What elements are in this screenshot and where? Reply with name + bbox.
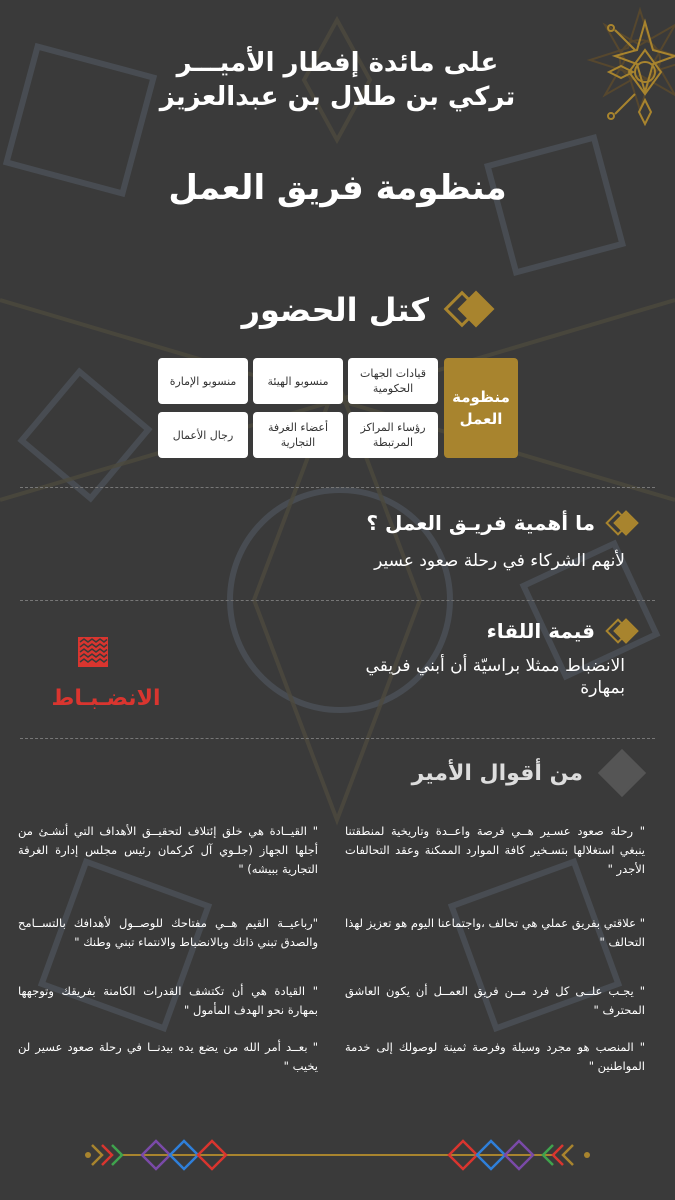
- discipline-logo: [78, 622, 138, 682]
- header-line-1: على مائدة إفطار الأميـــر: [176, 48, 499, 78]
- saying-left-3: " القيادة هي أن تكتشف القدرات الكامنة بفريقك وتوجهها بمهارة نحو الهدف المأمول ": [18, 984, 318, 1017]
- importance-text: لأنهم الشركاء في رحلة صعود عسير: [374, 551, 625, 571]
- diamond-icon: [595, 748, 645, 798]
- divider: [20, 487, 655, 488]
- header-line-2: تركي بن طلال بن عبدالعزيز: [159, 82, 516, 112]
- page-title: منظومة فريق العمل: [168, 168, 507, 208]
- meeting-value-heading-row: [487, 616, 637, 646]
- divider: [20, 738, 655, 739]
- importance-heading: ما أهمية فريـق العمل ؟: [366, 511, 595, 535]
- attendance-box: قيادات الجهات الحكومية: [348, 358, 438, 404]
- attendance-box: منسوبو الهيئة: [253, 358, 343, 404]
- saying-left-4: " بعــد أمر الله من يضع يده بيدنــا في رحلة صعود عسير لن يخيب ": [18, 1040, 318, 1073]
- meeting-value-heading: قيمة اللقاء: [486, 619, 595, 643]
- diamond-icon: [607, 616, 637, 646]
- saying-right-2: " علاقتي بفريق عملي هي تحالف ،واجتماعنا اليوم هو تعزيز لهذا التحالف ": [345, 916, 645, 949]
- saying-right-4: " المنصب هو مجرد وسيلة وفرصة ثمينة لوصولك إلى خدمة المواطنين ": [345, 1040, 645, 1073]
- footer-ornament: [80, 1132, 595, 1178]
- attendance-heading-row: [242, 288, 495, 332]
- saying-right-1: " رحلة صعود عسـير هــي فرصة واعــدة وتاريخية لمنطقتنا ينبغي استغلالها بتسـخير كافة الموارد الممكنة وعقد التحالفات الأجدر ": [345, 824, 645, 876]
- diamond-icon: [607, 508, 637, 538]
- meeting-value-text-2: بمهارة: [580, 678, 625, 698]
- saying-left-1: " القيــادة هي خلق إئتلاف لتحقيــق الأهداف التي أنشـئ من أجلها الجهاز (جلـوي آل كركمان رئيس مجلس إدارة الغرفة التجارية ببيشه) ": [18, 824, 318, 876]
- sayings-heading-row: [412, 748, 645, 798]
- diamond-icon: [441, 288, 495, 332]
- attendance-box: رجال الأعمال: [158, 412, 248, 458]
- attendance-heading: كتل الحضور: [241, 291, 429, 329]
- attendance-box: رؤساء المراكز المرتبطة: [348, 412, 438, 458]
- attendance-boxes: [158, 358, 518, 458]
- saying-right-3: " يجـب علــى كل فرد مــن فريق العمــل أن يكون العاشق المحترف ": [345, 984, 645, 1017]
- sayings-heading: من أقوال الأمير: [411, 760, 583, 786]
- discipline-logo-text: الانضـبـاط: [51, 686, 161, 711]
- importance-heading-row: [366, 508, 637, 538]
- divider: [20, 600, 655, 601]
- attendance-box: أعضاء الغرفة التجارية: [253, 412, 343, 458]
- main-box: منظومة العمل: [444, 358, 518, 458]
- attendance-box: منسوبو الإمارة: [158, 358, 248, 404]
- saying-left-2: "رباعيــة القيم هــي مفتاحك للوصــول لأهدافك بالتســامح والصدق تبني ذاتك وبالانضباط والانتماء تبني وطنك ": [18, 916, 318, 949]
- meeting-value-text-1: الانضباط ممثلا براسيّة أن أبني فريقي: [365, 656, 625, 676]
